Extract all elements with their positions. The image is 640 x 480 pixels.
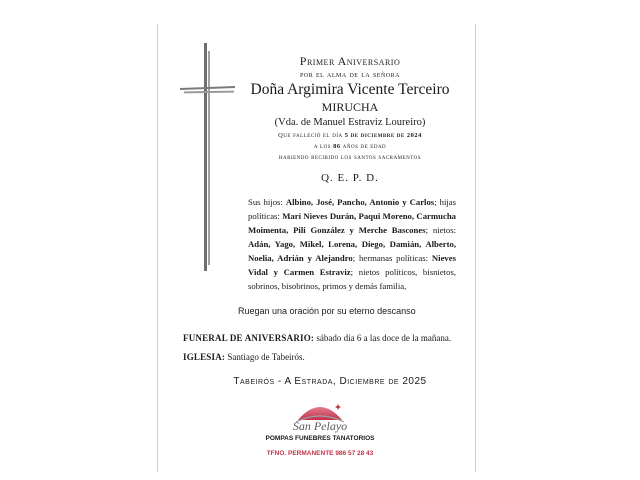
- age-line: a los 86 años de edad: [313, 143, 387, 150]
- place-date: Tabeirós - A Estrada, Diciembre de 2025: [233, 376, 427, 387]
- logo-text: San Pelayo: [292, 419, 348, 433]
- qepd: Q. E. P. D.: [321, 172, 379, 184]
- death-date-line: Que falleció el día 5 de diciembre de 2024: [278, 132, 422, 139]
- obituary-header: [250, 54, 450, 163]
- funeral-line: [183, 333, 451, 343]
- death-date: 5 de diciembre de 2024: [344, 132, 422, 139]
- subtitle: por el alma de la señora: [300, 69, 400, 79]
- funeral-label: FUNERAL DE ANIVERSARIO:: [183, 333, 315, 343]
- deceased-name: Doña Argimira Vicente Terceiro: [250, 81, 450, 98]
- church-text: Santiago de Tabeirós.: [225, 352, 305, 362]
- company-name: POMPAS FUNEBRES TANATORIOS: [265, 435, 375, 442]
- age-value: 86: [333, 143, 341, 150]
- phone-line: TFNO. PERMANENTE 986 57 28 43: [266, 450, 374, 457]
- san-pelayo-logo: [280, 396, 360, 436]
- cross-icon: [180, 43, 240, 273]
- church-label: IGLESIA:: [183, 352, 226, 362]
- prayer-request: Ruegan una oración por su eterno descanso: [238, 306, 416, 316]
- church-line: [183, 352, 305, 362]
- widow-line: (Vda. de Manuel Estraviz Loureiro): [274, 117, 426, 128]
- funeral-text: sábado día 6 a las doce de la mañana.: [314, 333, 452, 343]
- nickname: MIRUCHA: [321, 100, 379, 114]
- anniversary-title: Primer Aniversario: [299, 54, 401, 68]
- family-paragraph: Sus hijos: Albino, José, Pancho, Antonio y Carlos; hijas políticas: Mari Nieves Durán, Paqui Moreno, Carmucha Moimenta, Pili González y Merche Bascones; nietos: Adán, Yago, Mikel, Lorena, Diego, Damián, Alberto, Noelia, Adrián y Alejandro; hermanas políticas: Nieves Vidal y Carmen Estraviz; nietos políticos, bisnietos, sobrinos, bisobrinos, primos y demás familia,: [248, 197, 457, 291]
- sacraments-line: habiendo recibido los santos sacramentos: [278, 154, 422, 161]
